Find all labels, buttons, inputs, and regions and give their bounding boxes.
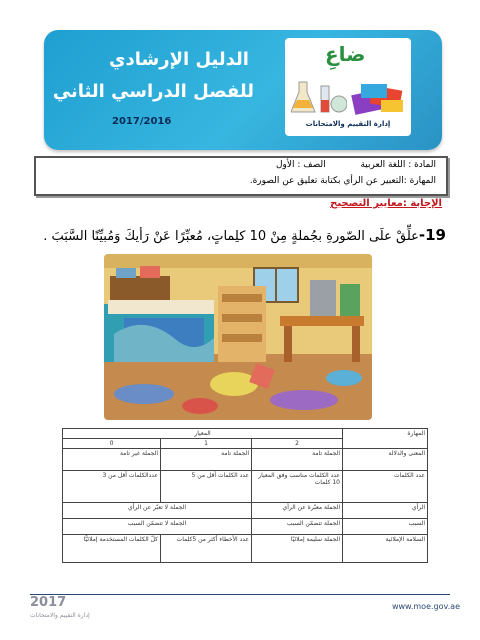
rubric-row-skill: عدد الكلمات <box>343 471 428 503</box>
rubric-cell: الجملة تامة <box>252 449 343 471</box>
banner-title-line1: الدليل الإرشادي <box>109 49 249 70</box>
lab-flasks-icon <box>291 78 347 116</box>
rubric-row-skill: السبب <box>343 519 428 535</box>
footer-year: 2017 <box>30 595 67 610</box>
rubric-cell: الجملة تامة <box>161 449 252 471</box>
answer-label: الإجابة :معايير التصحيح <box>330 198 442 209</box>
subject-label: المادة : اللغة العربية <box>360 160 436 170</box>
rubric-score-1: 1 <box>161 439 252 449</box>
rubric-cell: الجملة سليمة إملائيًا <box>252 535 343 563</box>
rubric-score-0: 0 <box>63 439 161 449</box>
rubric-cell: كلّ الكلمات المستخدمة إملائيًّا <box>63 535 161 563</box>
rubric-row-skill: المعنى والدلالة <box>343 449 428 471</box>
logo-card <box>285 38 411 136</box>
banner-year: 2017/2016 <box>112 116 172 127</box>
rubric-criterion-header: المعيار <box>63 429 343 439</box>
question-number: 19- <box>418 226 446 244</box>
banner-title <box>52 44 254 108</box>
logo-wordmark: ضاعِ <box>325 42 366 66</box>
rubric-cell: عدد الكلمات مناسب وفق المعيار 10 كلمات <box>252 471 343 503</box>
skill-label: المهارة :التعبير عن الرأي بكتابة تعليق عن الصورة. <box>249 176 436 186</box>
rubric-row-skill: الرأي <box>343 503 428 519</box>
grade-label: الصف : الأول <box>276 160 326 170</box>
footer-subtitle: إدارة التقييم والامتحانات <box>30 612 90 619</box>
messy-room-illustration <box>104 254 372 420</box>
info-box <box>34 156 448 196</box>
banner-title-line2: للفصل الدراسي الثاني <box>52 81 254 102</box>
rubric-cell: عددالكلمات أقل من 3 <box>63 471 161 503</box>
question <box>43 226 446 244</box>
stationery-icon <box>351 80 407 116</box>
rubric-skill-header: المهارة <box>343 429 428 449</box>
rubric-row-skill: السلامة الإملائية <box>343 535 428 563</box>
rubric-score-2: 2 <box>252 439 343 449</box>
rubric-table <box>62 428 428 563</box>
footer-divider <box>30 594 450 595</box>
rubric-cell: عدد الأخطاء أكثر من 5كلمات <box>161 535 252 563</box>
rubric-cell: الجملة تتضمّن السبب <box>252 519 343 535</box>
rubric-cell: الجملة لا تتضمّن السبب <box>63 519 252 535</box>
footer-url: www.moe.gov.ae <box>391 602 460 611</box>
logo-caption: إدارة التقييم والامتحانات <box>305 120 391 128</box>
question-text: علِّقْ علَى الصّورةِ بجُملةٍ مِنْ 10 كلِماتٍ، مُعبِّرًا عَنْ رَأيكَ وَمُبيِّنًا السَّبَبَ . <box>43 229 419 244</box>
rubric-cell: الجملة لا تعبّر عن الرأي <box>63 503 252 519</box>
rubric-cell: الجملة غير تامة <box>63 449 161 471</box>
rubric-cell: عدد الكلمات أقل من 5 <box>161 471 252 503</box>
rubric-cell: الجملة معبّرة عن الرأي <box>252 503 343 519</box>
